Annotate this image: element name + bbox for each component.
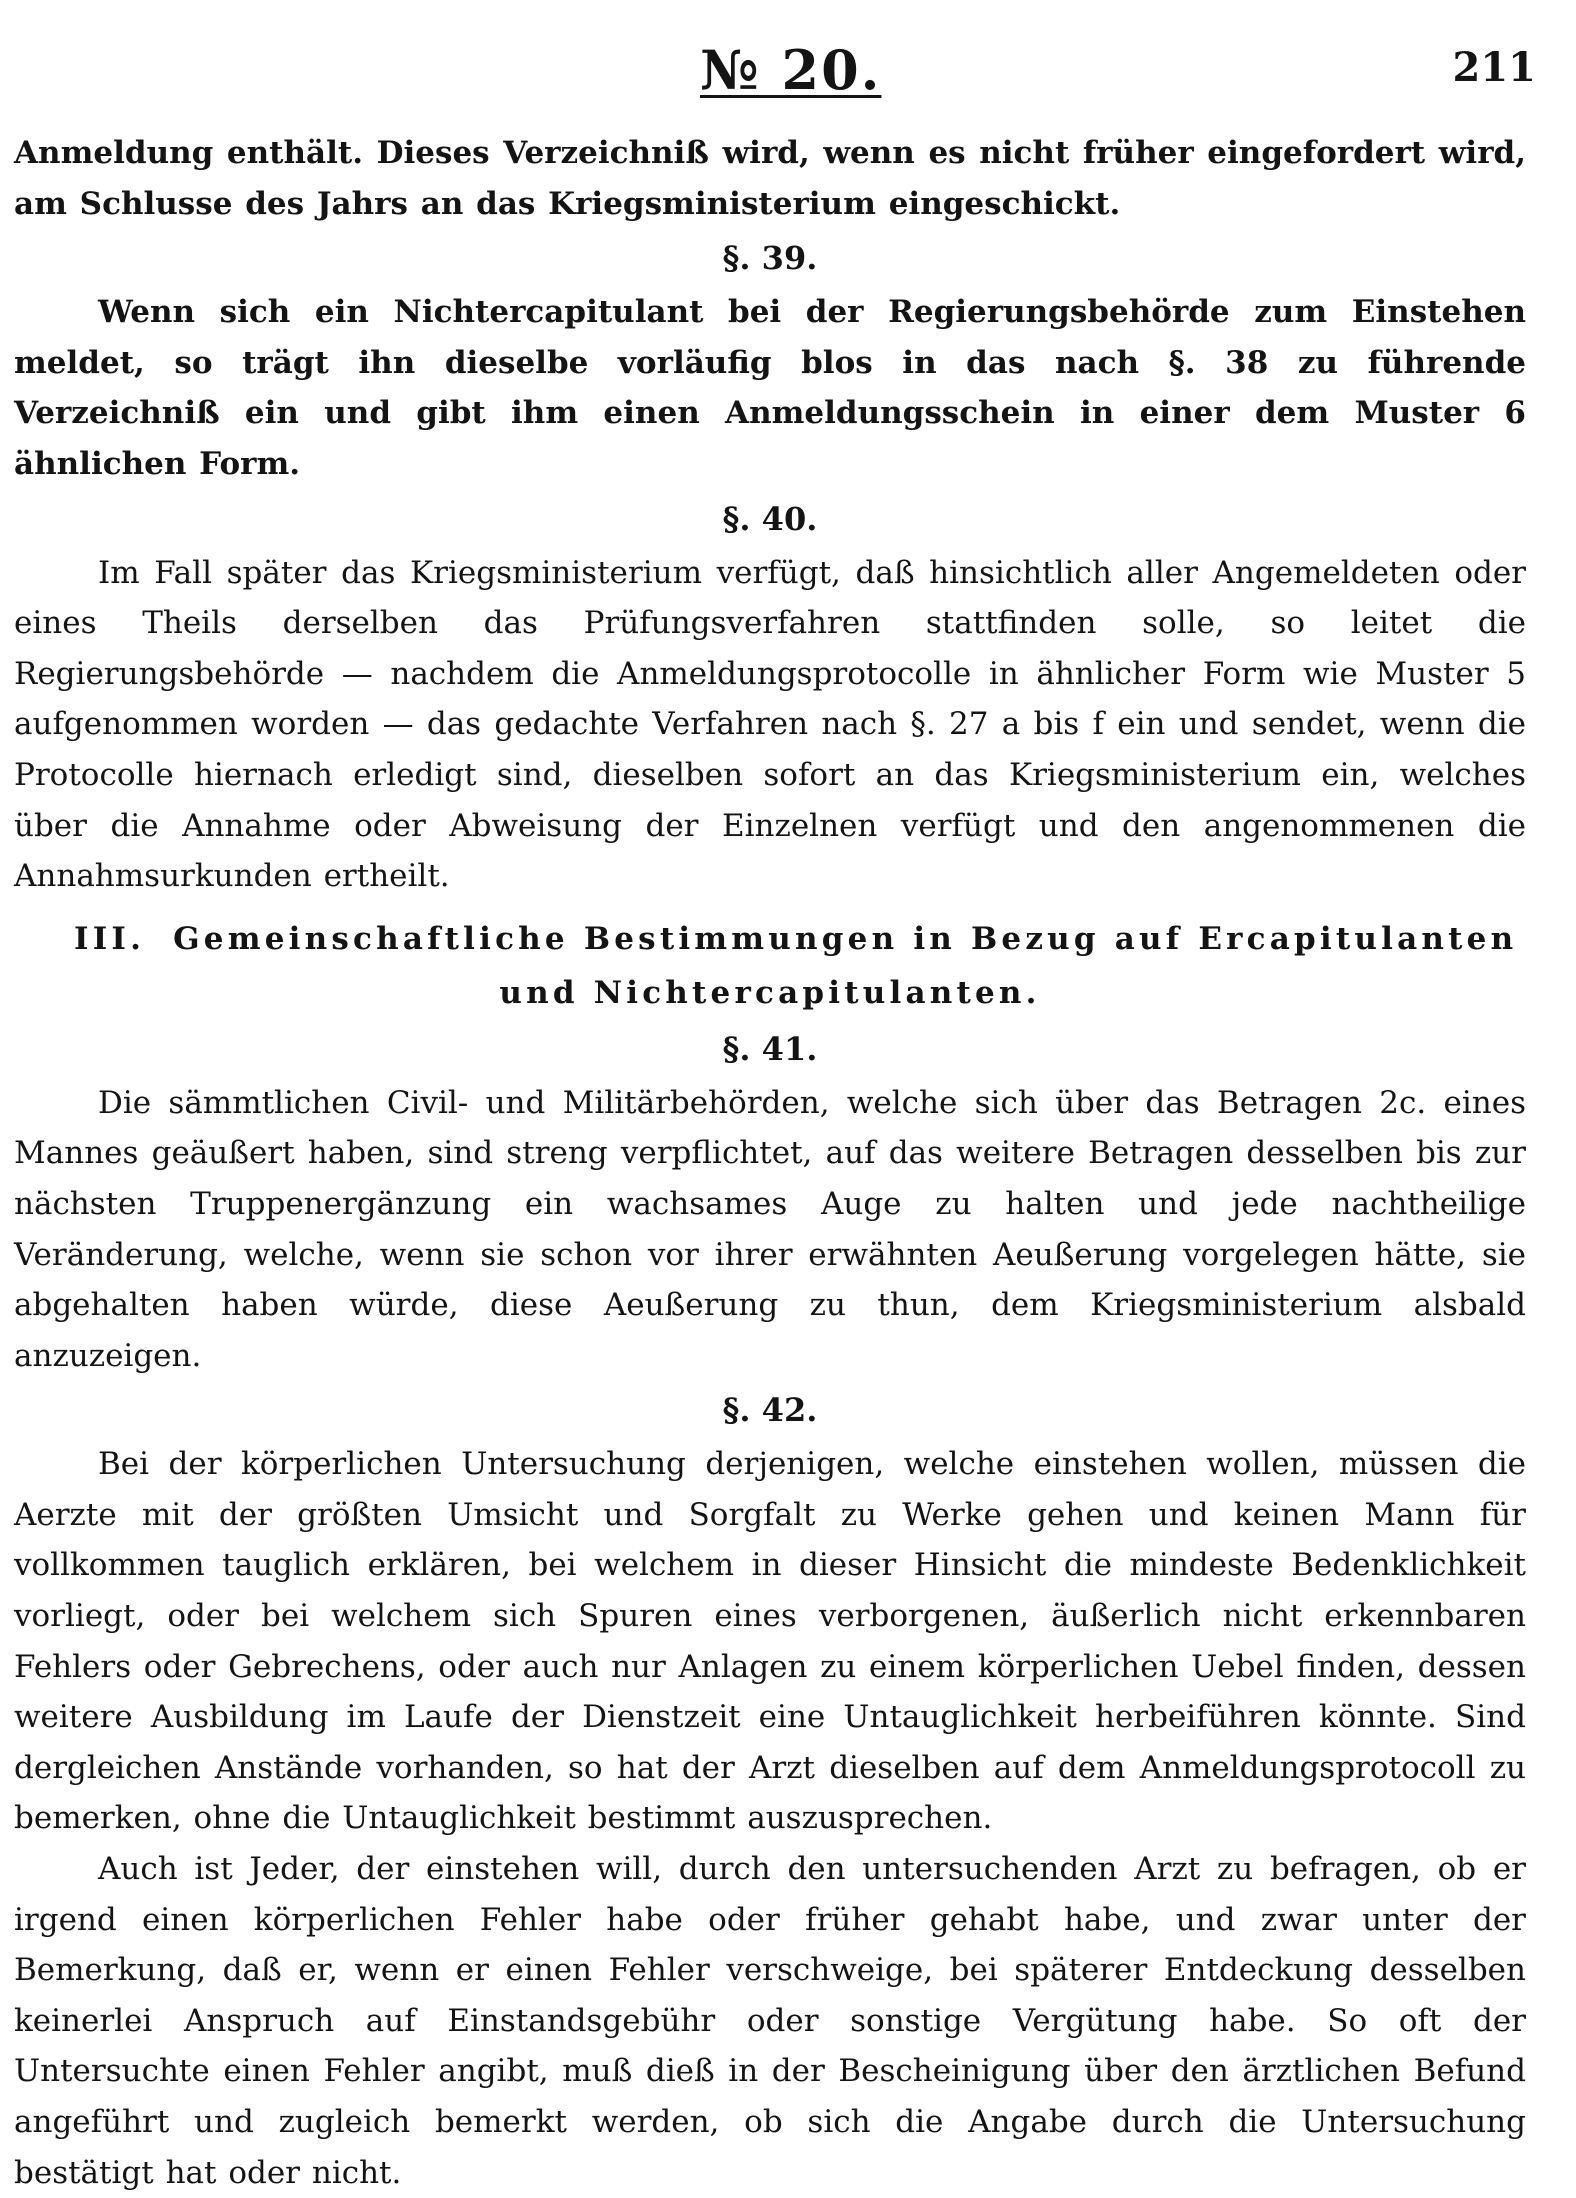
- continuation-paragraph: Anmeldung enthält. Dieses Verzeichniß wird, wenn es nicht früher eingefordert wird, am Schlusse des Jahrs an das Kriegsministerium eingeschickt.: [14, 135, 1526, 222]
- section-41-text: Die sämmtlichen Civil- und Militärbehörden, welche sich über das Betragen 2c. eines Mannes geäußert haben, sind streng verpflichtet, auf das weitere Betragen desselben bis zur nächsten Truppenergänzung ein wachsames Auge zu halten und jede nachtheilige Veränderung, welche, wenn sie schon vor ihrer erwähnten Aeußerung vorgelegen hätte, sie abgehalten haben würde, diese Aeußerung zu thun, dem Kriegsministerium alsbald anzuzeigen.: [14, 1084, 1526, 1374]
- section-42-text-2: Auch ist Jeder, der einstehen will, durch den untersuchenden Arzt zu befragen, ob er irgend einen körperlichen Fehler habe oder früher gehabt habe, und zwar unter der Bemerkung, daß er, wenn er einen Fehler verschweige, bei späterer Entdeckung desselben keinerlei Anspruch auf Einstandsgebühr oder sonstige Vergütung habe. So oft der Untersuchte einen Fehler angibt, muß dieß in der Bescheinigung über den ärztlichen Befund angeführt und zugleich bemerkt werden, ob sich die Angabe durch die Untersuchung bestätigt hat oder nicht.: [14, 1851, 1526, 2191]
- section-42-text-1: Bei der körperlichen Untersuchung derjenigen, welche einstehen wollen, müssen die Aerzte mit der größten Umsicht und Sorgfalt zu Werke gehen und keinen Mann für vollkommen tauglich erklären, bei welchem in dieser Hinsicht die mindeste Bedenklichkeit vorliegt, oder bei welchem sich Spuren eines verborgenen, äußerlich nicht erkennbaren Fehlers oder Gebrechens, oder auch nur Anlagen zu einem körperlichen Uebel finden, dessen weitere Ausbildung im Laufe der Dienstzeit eine Untauglichkeit herbeiführen könnte. Sind dergleichen Anstände vorhanden, so hat der Arzt dieselben auf dem Anmeldungsprotocoll zu bemerken, ohne die Untauglichkeit bestimmt auszusprechen.: [14, 1446, 1526, 1837]
- section-heading-42: §. 42.: [722, 1391, 818, 1430]
- chapter-heading: [14, 912, 1526, 1020]
- page-header: [0, 38, 1576, 108]
- section-heading-39: §. 39.: [722, 239, 818, 278]
- issue-number: № 20.: [700, 38, 882, 102]
- section-heading-40: §. 40.: [722, 499, 818, 538]
- section-39-text: Wenn sich ein Nichtercapitulant bei der Regierungsbehörde zum Einstehen meldet, so trägt ihn dieselbe vorläufig blos in das nach §. 38 zu führende Verzeichniß ein und gibt ihm einen Anmeldungsschein in einer dem Muster 6 ähnlichen Form.: [14, 294, 1526, 482]
- chapter-title-line-1: Gemeinschaftliche Bestimmungen in Bezug auf Ercapitulanten: [173, 920, 1518, 957]
- chapter-heading-line-1: [14, 912, 1526, 966]
- section-heading-41: §. 41.: [722, 1029, 818, 1068]
- section-40-text: Im Fall später das Kriegsministerium verfügt, daß hinsichtlich aller Angemeldeten oder eines Theils derselben das Prüfungsverfahren stattfinden solle, so leitet die Regierungsbehörde — nachdem die Anmeldungsprotocolle in ähnlicher Form wie Muster 5 aufgenommen worden — das gedachte Verfahren nach §. 27 a bis f ein und sendet, wenn die Protocolle hiernach erledigt sind, dieselben sofort an das Kriegsministerium ein, welches über die Annahme oder Abweisung der Einzelnen verfügt und den angenommenen die Annahmsurkunden ertheilt.: [14, 554, 1526, 895]
- page-number: 211: [1452, 44, 1536, 91]
- chapter-number: III.: [74, 920, 146, 957]
- page-content: [14, 128, 1526, 2198]
- chapter-title-line-2: und Nichtercapitulanten.: [499, 974, 1041, 1011]
